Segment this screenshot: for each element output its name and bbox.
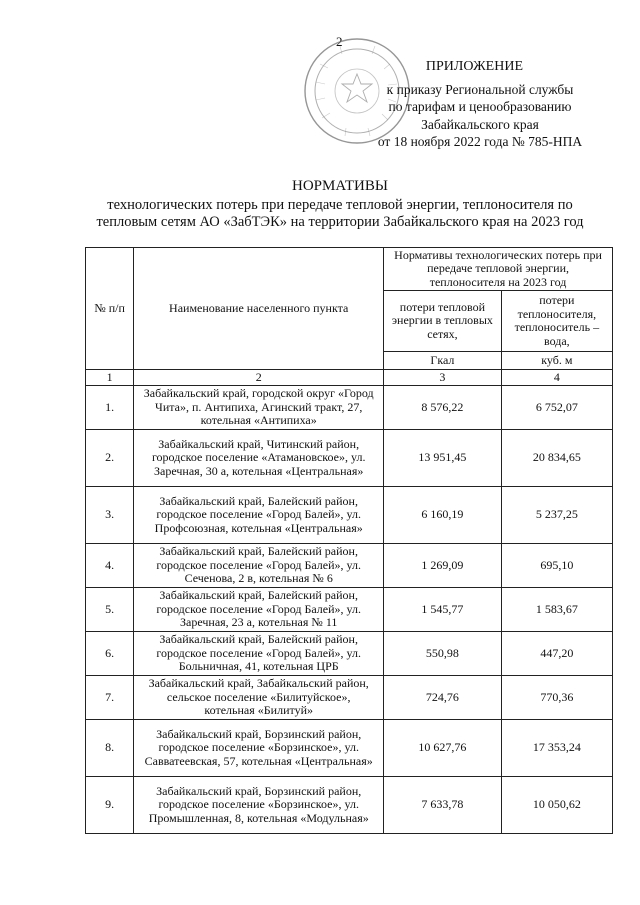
table-row xyxy=(86,487,613,544)
row-no: 9. xyxy=(86,777,134,834)
row-water: 10 050,62 xyxy=(501,777,612,834)
appendix-line: Забайкальского края xyxy=(421,116,539,132)
row-no: 3. xyxy=(86,487,134,544)
row-name: Забайкальский край, Балейский район, городское поселение «Город Балей», ул. Заречная, 23 а, котельная № 11 xyxy=(134,588,384,632)
row-heat: 1 269,09 xyxy=(384,544,502,588)
table-row xyxy=(86,720,613,777)
table-row xyxy=(86,430,613,487)
table-row xyxy=(86,777,613,834)
row-water: 770,36 xyxy=(501,676,612,720)
row-no: 2. xyxy=(86,430,134,487)
row-name: Забайкальский край, Балейский район, городское поселение «Город Балей», ул. Сеченова, 2 в, котельная № 6 xyxy=(134,544,384,588)
row-heat: 550,98 xyxy=(384,632,502,676)
appendix-block xyxy=(345,58,615,151)
title-main: НОРМАТИВЫ xyxy=(292,178,388,194)
row-name: Забайкальский край, Борзинский район, городское поселение «Борзинское», ул. Савватеевская, 57, котельная «Центральная» xyxy=(134,720,384,777)
row-heat: 8 576,22 xyxy=(384,386,502,430)
row-no: 6. xyxy=(86,632,134,676)
row-heat: 7 633,78 xyxy=(384,777,502,834)
table-header-row xyxy=(86,248,613,291)
row-name: Забайкальский край, Борзинский район, городское поселение «Борзинское», ул. Промышленная, 8, котельная «Модульная» xyxy=(134,777,384,834)
row-heat: 6 160,19 xyxy=(384,487,502,544)
header-group: Нормативы технологических потерь при передаче тепловой энергии, теплоносителя на 2023 год xyxy=(384,248,613,291)
row-water: 6 752,07 xyxy=(501,386,612,430)
appendix-line: от 18 ноября 2022 года № 785-НПА xyxy=(377,134,583,149)
table-index-row xyxy=(86,370,613,386)
row-name: Забайкальский край, Читинский район, городское поселение «Атамановское», ул. Заречная, 30 а, котельная «Центральная» xyxy=(134,430,384,487)
title-subtitle-line: тепловым сетям АО «ЗабТЭК» на территории Забайкальского края на 2023 год xyxy=(96,214,584,230)
document-title xyxy=(60,178,620,232)
table-row xyxy=(86,386,613,430)
table-row xyxy=(86,544,613,588)
row-name: Забайкальский край, Балейский район, городское поселение «Город Балей», ул. Больничная, 41, котельная ЦРБ xyxy=(134,632,384,676)
row-name: Забайкальский край, Балейский район, городское поселение «Город Балей», ул. Профсоюзная, котельная «Центральная» xyxy=(134,487,384,544)
page-number: 2 xyxy=(336,34,343,49)
row-water: 1 583,67 xyxy=(501,588,612,632)
header-heat-loss: потери тепловой энергии в тепловых сетях, xyxy=(384,291,502,352)
appendix-heading: ПРИЛОЖЕНИЕ xyxy=(425,59,523,74)
row-no: 8. xyxy=(86,720,134,777)
table-row xyxy=(86,676,613,720)
row-name: Забайкальский край, городской округ «Город Чита», п. Антипиха, Агинский тракт, 27, котельная «Антипиха» xyxy=(134,386,384,430)
row-no: 5. xyxy=(86,588,134,632)
index-cell: 4 xyxy=(501,370,612,386)
row-water: 5 237,25 xyxy=(501,487,612,544)
row-heat: 724,76 xyxy=(384,676,502,720)
row-heat: 13 951,45 xyxy=(384,430,502,487)
header-water-loss: потери теплоносителя, теплоноситель – вода, xyxy=(501,291,612,352)
row-water: 695,10 xyxy=(501,544,612,588)
appendix-line: к приказу Региональной службы xyxy=(386,81,574,97)
row-no: 4. xyxy=(86,544,134,588)
table-row xyxy=(86,588,613,632)
norms-table xyxy=(85,247,613,834)
row-no: 7. xyxy=(86,676,134,720)
header-no: № п/п xyxy=(86,248,134,370)
title-subtitle-line: технологических потерь при передаче тепловой энергии, теплоносителя по xyxy=(107,196,573,213)
appendix-line: по тарифам и ценообразованию xyxy=(388,99,572,114)
row-name: Забайкальский край, Забайкальский район, сельское поселение «Билитуйское», котельная «Билитуй» xyxy=(134,676,384,720)
index-cell: 3 xyxy=(384,370,502,386)
table-row xyxy=(86,632,613,676)
row-heat: 1 545,77 xyxy=(384,588,502,632)
header-name: Наименование населенного пункта xyxy=(134,248,384,370)
row-heat: 10 627,76 xyxy=(384,720,502,777)
index-cell: 1 xyxy=(86,370,134,386)
index-cell: 2 xyxy=(134,370,384,386)
row-water: 447,20 xyxy=(501,632,612,676)
row-no: 1. xyxy=(86,386,134,430)
unit-water: куб. м xyxy=(501,352,612,370)
unit-heat: Гкал xyxy=(384,352,502,370)
row-water: 17 353,24 xyxy=(501,720,612,777)
row-water: 20 834,65 xyxy=(501,430,612,487)
